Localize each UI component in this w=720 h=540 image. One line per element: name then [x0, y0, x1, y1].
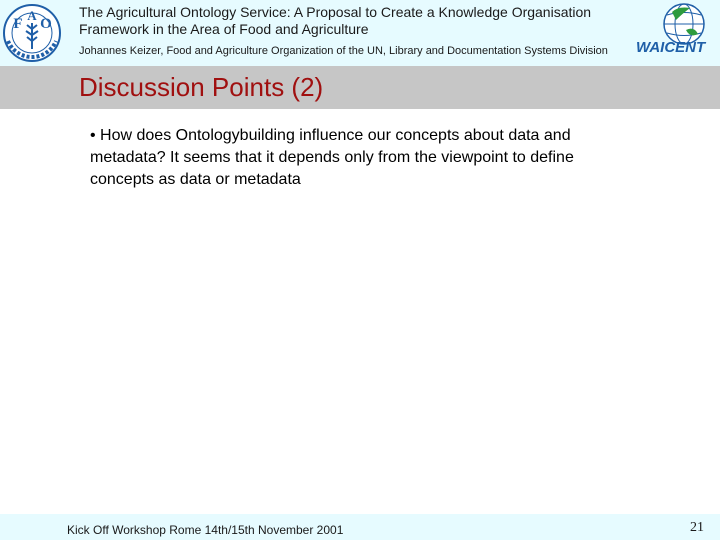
slide-title: Discussion Points (2) — [79, 72, 324, 102]
waicent-logo-icon — [632, 0, 716, 66]
fao-letter-o: O — [40, 16, 52, 32]
bullet-point: • How does Ontologybuilding influence our concepts about data and metadata? It seems that it depends only from the viewpoint to define concepts as data or metadata — [90, 127, 574, 188]
page-number: 21 — [690, 520, 704, 535]
fao-letter-a: A — [27, 8, 37, 23]
waicent-logo-text: WAICENT — [636, 39, 706, 56]
author-line: Johannes Keizer, Food and Agriculture Organization of the UN, Library and Documentation Systems Division — [79, 45, 608, 57]
presentation-title: The Agricultural Ontology Service: A Proposal to Create a Knowledge Organisation Framework in the Area of Food and Agriculture — [79, 4, 592, 37]
fao-logo-icon — [2, 3, 62, 63]
fao-letter-f: F — [13, 16, 23, 32]
footer-text: Kick Off Workshop Rome 14th/15th November 2001 — [67, 523, 344, 537]
